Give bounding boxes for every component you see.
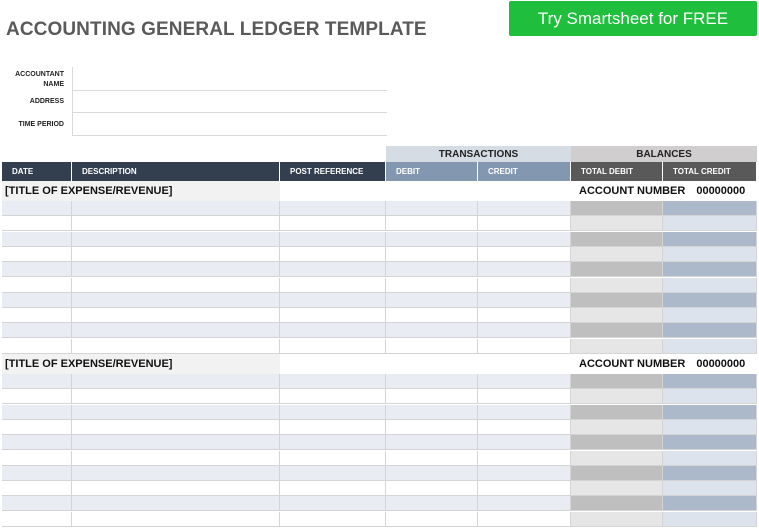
total-debit-cell[interactable] (571, 339, 663, 354)
description-cell[interactable] (72, 389, 280, 404)
post-reference-cell[interactable] (280, 512, 386, 527)
total-credit-cell[interactable] (663, 247, 757, 262)
total-debit-cell[interactable] (571, 201, 663, 216)
date-cell[interactable] (2, 512, 72, 527)
total-debit-cell[interactable] (571, 216, 663, 231)
credit-cell[interactable] (478, 374, 571, 389)
post-reference-cell[interactable] (280, 435, 386, 450)
total-credit-cell[interactable] (663, 323, 757, 338)
address-label: ADDRESS (29, 98, 64, 105)
description-cell[interactable] (72, 247, 280, 262)
debit-cell[interactable] (386, 278, 478, 293)
credit-cell[interactable] (478, 232, 571, 247)
total-credit-cell[interactable] (663, 339, 757, 354)
total-credit-cell[interactable] (663, 201, 757, 216)
post-reference-cell[interactable] (280, 216, 386, 231)
debit-cell[interactable] (386, 420, 478, 435)
post-reference-column-header: POST REFERENCE (280, 162, 386, 181)
credit-cell[interactable] (478, 496, 571, 511)
table-row (2, 389, 757, 404)
total-debit-cell[interactable] (571, 323, 663, 338)
total-debit-cell[interactable] (571, 232, 663, 247)
credit-cell[interactable] (478, 278, 571, 293)
table-row (2, 374, 757, 389)
credit-cell[interactable] (478, 247, 571, 262)
debit-cell[interactable] (386, 481, 478, 496)
description-cell[interactable] (72, 512, 280, 527)
post-reference-cell[interactable] (280, 201, 386, 216)
total-debit-cell[interactable] (571, 451, 663, 466)
post-reference-cell[interactable] (280, 496, 386, 511)
post-reference-cell[interactable] (280, 420, 386, 435)
total-credit-cell[interactable] (663, 512, 757, 527)
date-cell[interactable] (2, 232, 72, 247)
credit-cell[interactable] (478, 262, 571, 277)
date-cell[interactable] (2, 405, 72, 420)
credit-cell[interactable] (478, 466, 571, 481)
table-row (2, 323, 757, 338)
page-title: ACCOUNTING GENERAL LEDGER TEMPLATE (6, 19, 427, 40)
total-credit-cell[interactable] (663, 389, 757, 404)
date-cell[interactable] (2, 339, 72, 354)
credit-cell[interactable] (478, 405, 571, 420)
address-field[interactable] (72, 90, 387, 113)
total-debit-cell[interactable] (571, 405, 663, 420)
section-title[interactable]: [TITLE OF EXPENSE/REVENUE] (2, 181, 280, 201)
credit-cell[interactable] (478, 293, 571, 308)
debit-cell[interactable] (386, 389, 478, 404)
table-row (2, 405, 757, 420)
account-number-label: ACCOUNT NUMBER (579, 185, 686, 197)
credit-column-header: CREDIT (478, 162, 571, 181)
table-row (2, 232, 757, 247)
date-cell[interactable] (2, 466, 72, 481)
total-debit-cell[interactable] (571, 466, 663, 481)
credit-cell[interactable] (478, 451, 571, 466)
debit-cell[interactable] (386, 496, 478, 511)
description-cell[interactable] (72, 278, 280, 293)
total-debit-cell[interactable] (571, 278, 663, 293)
total-debit-cell[interactable] (571, 262, 663, 277)
description-cell[interactable] (72, 293, 280, 308)
table-row (2, 435, 757, 450)
date-cell[interactable] (2, 435, 72, 450)
total-credit-cell[interactable] (663, 262, 757, 277)
debit-cell[interactable] (386, 262, 478, 277)
post-reference-cell[interactable] (280, 308, 386, 323)
table-row (2, 339, 757, 354)
credit-cell[interactable] (478, 389, 571, 404)
date-cell[interactable] (2, 247, 72, 262)
description-cell[interactable] (72, 216, 280, 231)
time-period-label: TIME PERIOD (18, 121, 64, 128)
post-reference-cell[interactable] (280, 451, 386, 466)
total-debit-cell[interactable] (571, 293, 663, 308)
date-cell[interactable] (2, 201, 72, 216)
date-cell[interactable] (2, 496, 72, 511)
transactions-group-header: TRANSACTIONS (386, 146, 571, 162)
table-row (2, 201, 757, 216)
debit-cell[interactable] (386, 339, 478, 354)
credit-cell[interactable] (478, 308, 571, 323)
description-cell[interactable] (72, 405, 280, 420)
table-row (2, 420, 757, 435)
table-row (2, 216, 757, 231)
description-cell[interactable] (72, 374, 280, 389)
accountant-name-label: ACCOUNTANT NAME (15, 71, 64, 88)
post-reference-cell[interactable] (280, 466, 386, 481)
total-credit-column-header: TOTAL CREDIT (663, 162, 757, 181)
description-cell[interactable] (72, 232, 280, 247)
post-reference-cell[interactable] (280, 481, 386, 496)
table-row (2, 308, 757, 323)
total-debit-cell[interactable] (571, 389, 663, 404)
debit-cell[interactable] (386, 435, 478, 450)
date-cell[interactable] (2, 293, 72, 308)
table-row (2, 451, 757, 466)
table-row (2, 293, 757, 308)
table-row (2, 496, 757, 511)
total-credit-cell[interactable] (663, 278, 757, 293)
date-cell[interactable] (2, 481, 72, 496)
account-number (579, 181, 745, 201)
total-debit-cell[interactable] (571, 374, 663, 389)
credit-cell[interactable] (478, 216, 571, 231)
debit-cell[interactable] (386, 293, 478, 308)
debit-cell[interactable] (386, 247, 478, 262)
total-credit-cell[interactable] (663, 216, 757, 231)
debit-cell[interactable] (386, 512, 478, 527)
account-number-value[interactable]: 00000000 (696, 358, 746, 370)
description-cell[interactable] (72, 420, 280, 435)
date-cell[interactable] (2, 389, 72, 404)
credit-cell[interactable] (478, 435, 571, 450)
post-reference-cell[interactable] (280, 374, 386, 389)
credit-cell[interactable] (478, 481, 571, 496)
post-reference-cell[interactable] (280, 247, 386, 262)
credit-cell[interactable] (478, 512, 571, 527)
total-debit-cell[interactable] (571, 512, 663, 527)
table-row (2, 466, 757, 481)
credit-cell[interactable] (478, 323, 571, 338)
description-cell[interactable] (72, 339, 280, 354)
total-credit-cell[interactable] (663, 496, 757, 511)
total-credit-cell[interactable] (663, 420, 757, 435)
total-debit-cell[interactable] (571, 435, 663, 450)
total-credit-cell[interactable] (663, 405, 757, 420)
table-row (2, 512, 757, 527)
total-debit-cell[interactable] (571, 247, 663, 262)
description-cell[interactable] (72, 323, 280, 338)
description-cell[interactable] (72, 262, 280, 277)
debit-cell[interactable] (386, 405, 478, 420)
total-credit-cell[interactable] (663, 466, 757, 481)
debit-cell[interactable] (386, 374, 478, 389)
debit-cell[interactable] (386, 201, 478, 216)
credit-cell[interactable] (478, 201, 571, 216)
balances-group-header: BALANCES (571, 146, 757, 162)
date-cell[interactable] (2, 451, 72, 466)
post-reference-cell[interactable] (280, 405, 386, 420)
post-reference-cell[interactable] (280, 389, 386, 404)
debit-cell[interactable] (386, 323, 478, 338)
post-reference-cell[interactable] (280, 293, 386, 308)
try-smartsheet-button[interactable]: Try Smartsheet for FREE (509, 1, 757, 36)
date-cell[interactable] (2, 323, 72, 338)
date-cell[interactable] (2, 262, 72, 277)
date-cell[interactable] (2, 216, 72, 231)
description-cell[interactable] (72, 451, 280, 466)
table-row (2, 278, 757, 293)
debit-cell[interactable] (386, 308, 478, 323)
post-reference-cell[interactable] (280, 323, 386, 338)
total-debit-cell[interactable] (571, 420, 663, 435)
section-title[interactable]: [TITLE OF EXPENSE/REVENUE] (2, 354, 280, 374)
date-cell[interactable] (2, 278, 72, 293)
total-credit-cell[interactable] (663, 374, 757, 389)
total-debit-column-header: TOTAL DEBIT (571, 162, 663, 181)
total-debit-cell[interactable] (571, 308, 663, 323)
account-number (579, 354, 745, 374)
debit-cell[interactable] (386, 232, 478, 247)
total-credit-cell[interactable] (663, 293, 757, 308)
debit-cell[interactable] (386, 451, 478, 466)
post-reference-cell[interactable] (280, 262, 386, 277)
description-cell[interactable] (72, 435, 280, 450)
account-number-label: ACCOUNT NUMBER (579, 358, 686, 370)
description-cell[interactable] (72, 466, 280, 481)
date-cell[interactable] (2, 374, 72, 389)
time-period-field[interactable] (72, 112, 387, 136)
accountant-name-field[interactable] (72, 67, 387, 91)
description-cell[interactable] (72, 201, 280, 216)
date-cell[interactable] (2, 420, 72, 435)
date-column-header: DATE (2, 162, 72, 181)
description-cell[interactable] (72, 308, 280, 323)
total-credit-cell[interactable] (663, 451, 757, 466)
total-credit-cell[interactable] (663, 308, 757, 323)
credit-cell[interactable] (478, 420, 571, 435)
debit-column-header: DEBIT (386, 162, 478, 181)
total-credit-cell[interactable] (663, 435, 757, 450)
post-reference-cell[interactable] (280, 232, 386, 247)
debit-cell[interactable] (386, 216, 478, 231)
post-reference-cell[interactable] (280, 278, 386, 293)
account-number-value[interactable]: 00000000 (696, 185, 746, 197)
total-debit-cell[interactable] (571, 496, 663, 511)
description-cell[interactable] (72, 481, 280, 496)
table-row (2, 481, 757, 496)
post-reference-cell[interactable] (280, 339, 386, 354)
total-credit-cell[interactable] (663, 232, 757, 247)
table-row (2, 262, 757, 277)
date-cell[interactable] (2, 308, 72, 323)
description-cell[interactable] (72, 496, 280, 511)
table-row (2, 247, 757, 262)
description-column-header: DESCRIPTION (72, 162, 280, 181)
total-credit-cell[interactable] (663, 481, 757, 496)
credit-cell[interactable] (478, 339, 571, 354)
debit-cell[interactable] (386, 466, 478, 481)
total-debit-cell[interactable] (571, 481, 663, 496)
